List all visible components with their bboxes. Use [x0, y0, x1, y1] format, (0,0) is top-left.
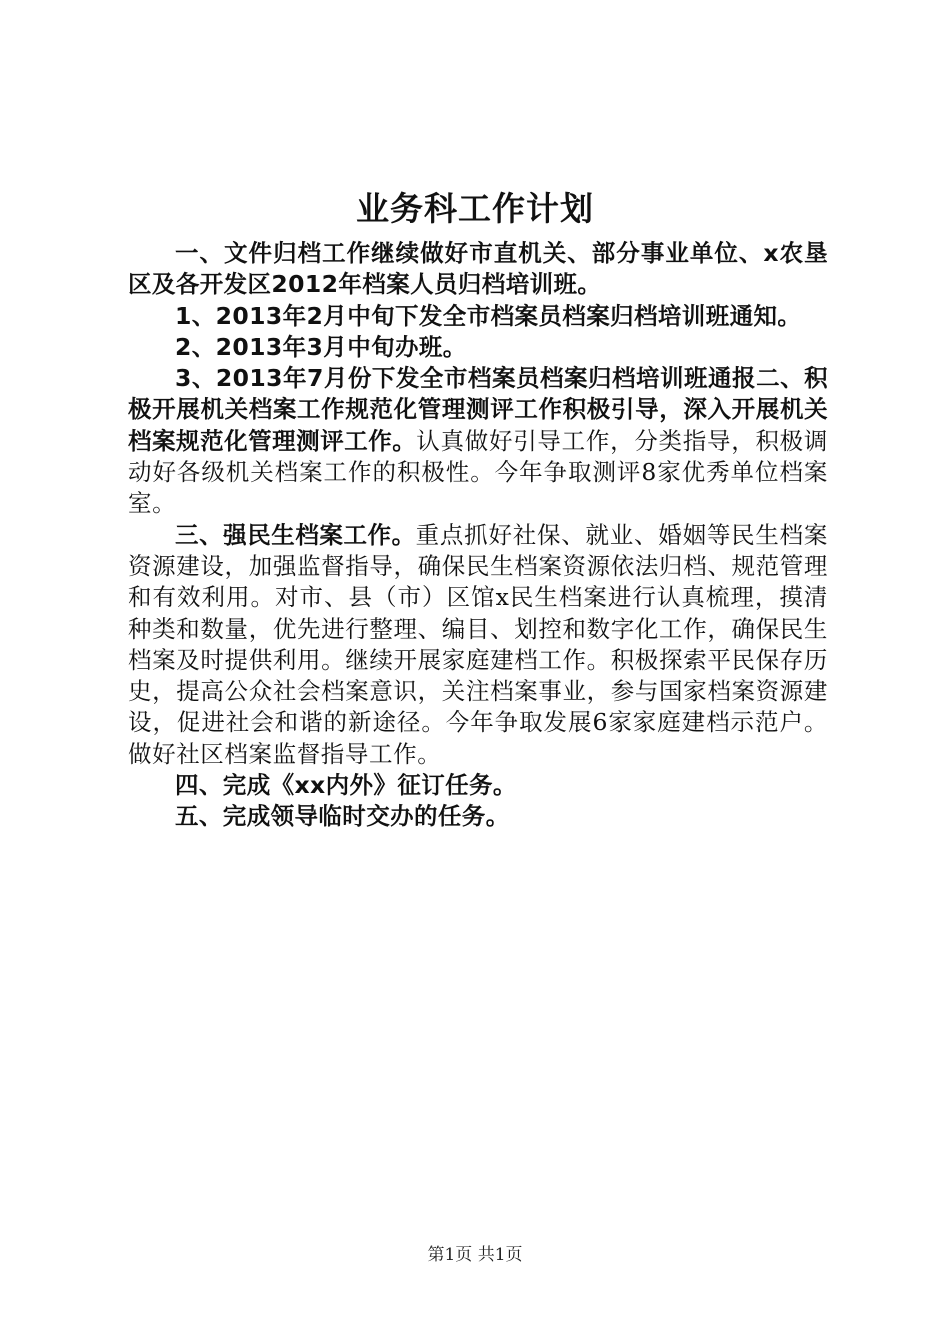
- paragraph-bold-text: 五、完成领导临时交办的任务。: [175, 802, 510, 831]
- page-number-footer: 第1页 共1页: [427, 1245, 523, 1265]
- paragraph-bold-text: 一、文件归档工作继续做好市直机关、部分事业单位、x农垦区及各开发区2012年档案人员归档培训班。: [128, 239, 828, 299]
- paragraph-archiving-work: [128, 238, 828, 301]
- paragraph-item-2: [128, 332, 828, 363]
- paragraph-plain-text: 重点抓好社保、就业、婚姻等民生档案资源建设，加强监督指导，确保民生档案资源依法归档、规范管理和有效利用。对市、县（市）区馆x民生档案进行认真梳理，摸清种类和数量，优先进行整理、编目、划控和数字化工作，确保民生档案及时提供利用。继续开展家庭建档工作。积极探索平民保存历史，提高公众社会档案意识，关注档案事业，参与国家档案资源建设，促进社会和谐的新途径。今年争取发展6家家庭建档示范户。做好社区档案监督指导工作。: [128, 520, 828, 768]
- paragraph-livelihood-archives: [128, 520, 828, 770]
- paragraph-bold-text: 三、强民生档案工作。: [175, 520, 416, 549]
- document-body: [128, 238, 828, 833]
- paragraph-bold-text: 1、2013年2月中旬下发全市档案员档案归档培训班通知。: [175, 301, 802, 330]
- paragraph-item-1: [128, 301, 828, 332]
- paragraph-bold-text: 四、完成《xx内外》征订任务。: [175, 771, 517, 800]
- paragraph-subscription-task: [128, 770, 828, 801]
- paragraph-bold-text: 3、2013年7月份下发全市档案员档案归档培训班通报二、积极开展机关档案工作规范化管理测评工作积极引导，深入开展机关档案规范化管理测评工作。: [128, 364, 828, 455]
- paragraph-item-3-and-evaluation: [128, 363, 828, 519]
- paragraph-bold-text: 2、2013年3月中旬办班。: [175, 332, 467, 361]
- paragraph-temporary-tasks: [128, 801, 828, 832]
- document-title: 业务科工作计划: [356, 189, 594, 228]
- paragraph-plain-text: 认真做好引导工作，分类指导，积极调动好各级机关档案工作的积极性。今年争取测评8家优秀单位档案室。: [128, 426, 828, 518]
